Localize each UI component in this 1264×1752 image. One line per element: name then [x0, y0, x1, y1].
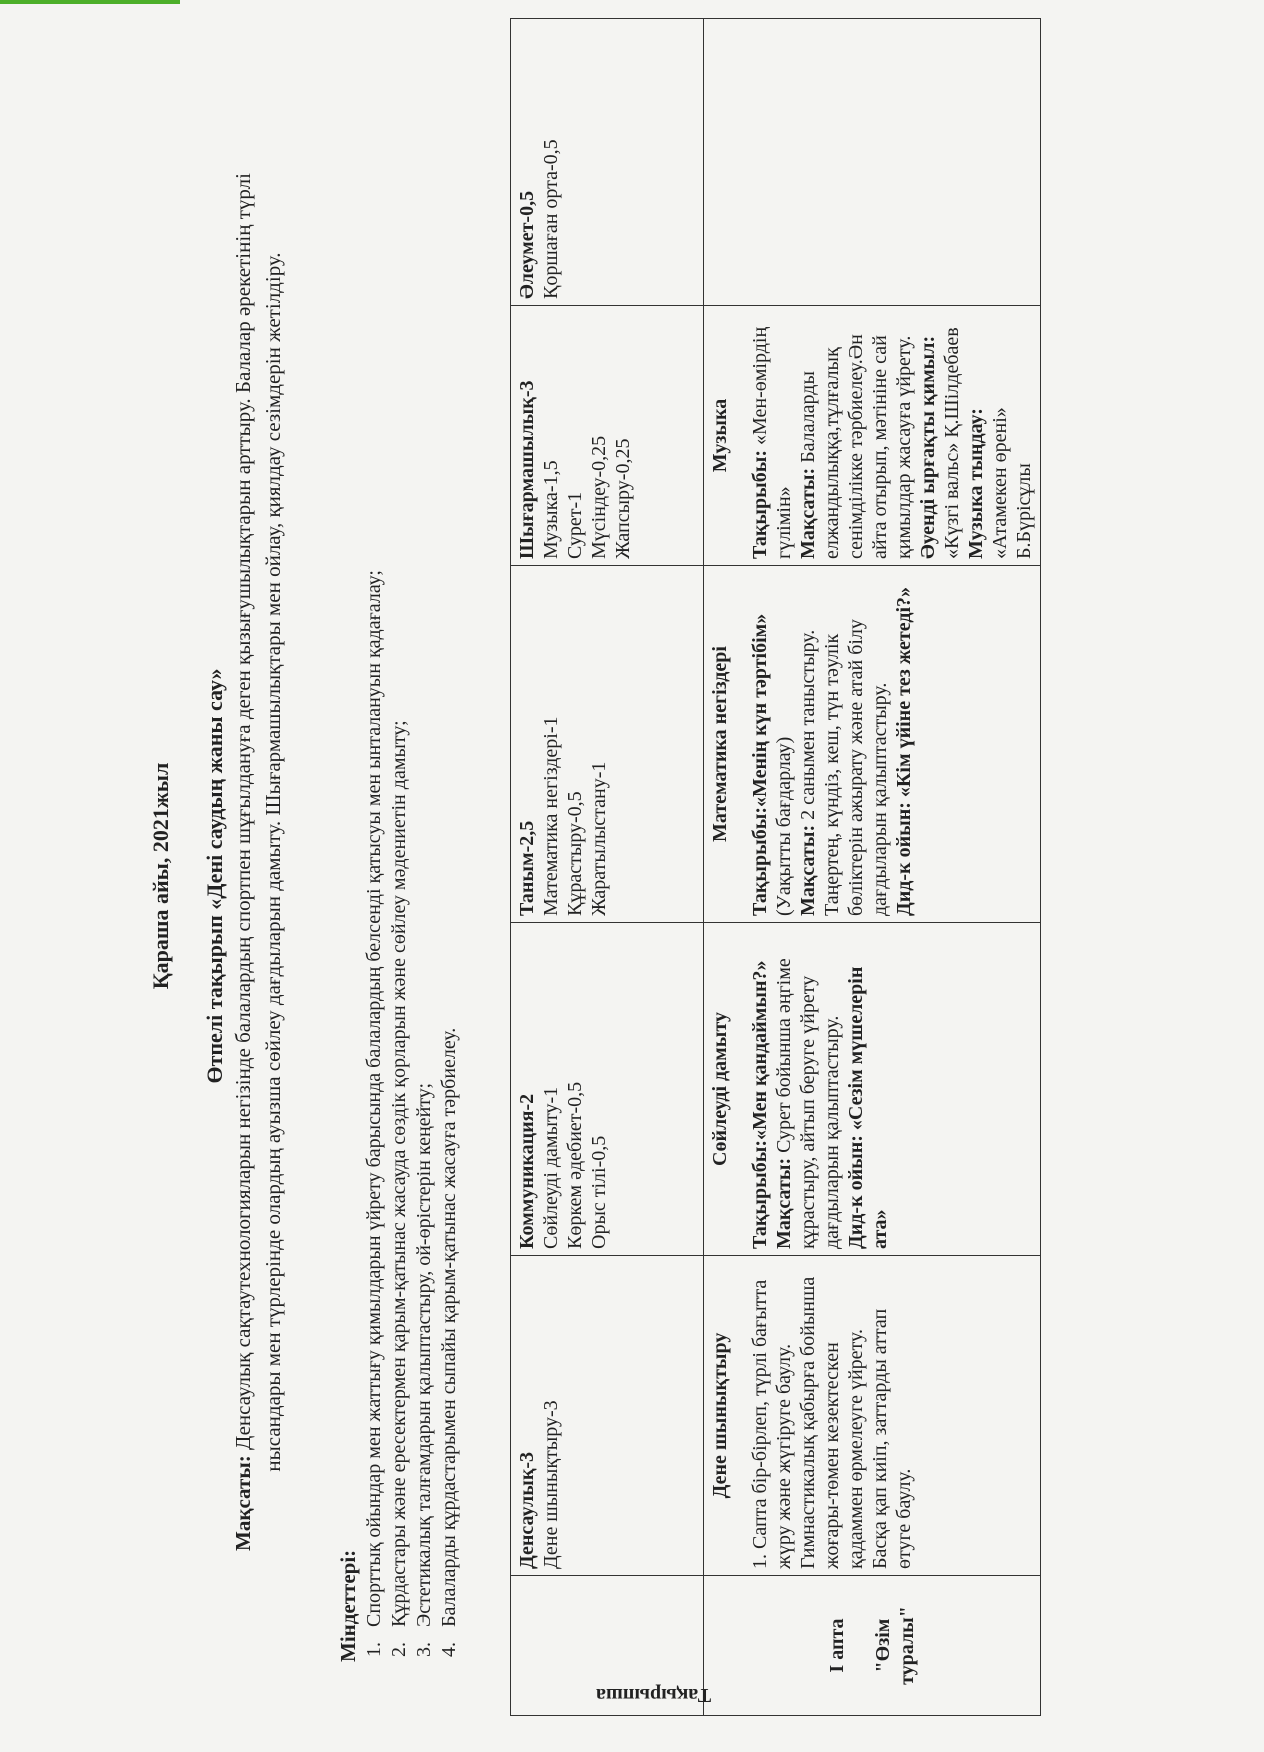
area-line: Математика негіздері-1	[540, 716, 562, 916]
area-line: Дене шынықтыру-3	[540, 1400, 562, 1569]
lesson-game: Дид-к ойын: «Кім үйіне тез жетеді?»	[893, 586, 915, 916]
lesson-goal: Мақсаты: 2 санымен таныстыру. Таңертең, күндіз, кеш, түн тәулік бөліктерін ажырату және атай білу дағдыларын қалыптастыру.	[797, 619, 891, 916]
area-line: Мүсіндеу-0,25	[588, 435, 610, 559]
area-cell	[511, 566, 704, 923]
task-item: 2.Құрдастары және ересектермен қарым-қатынас жасауда сөздік қорларын және сөйлеу мәдениетін дамыту;	[388, 720, 410, 1657]
lesson-topic: Тақырыбы:«Менің күн тәртібім» (Уақытты бағдарлау)	[749, 613, 795, 916]
lesson-cell-music	[704, 306, 1041, 566]
lesson-game: Дид-к ойын: «Сезім мүшелерін ата»	[845, 966, 891, 1249]
task-item: 3.Эстетикалық талғамдарын қалыптастыру, ой-өрістерін кеңейту;	[413, 1082, 435, 1657]
area-title: Шығармашылық-3	[516, 380, 538, 559]
area-line: Қоршаған орта-0,5	[540, 139, 562, 299]
tasks-list	[362, 570, 462, 1657]
week-theme: "Өзім туралы"	[872, 1606, 918, 1685]
lesson-subject: Математика негіздері	[709, 646, 731, 842]
tasks-heading: Міндеттері:	[336, 1549, 360, 1662]
lesson-subject: Дене шынықтыру	[709, 1332, 731, 1499]
area-title: Денсаулық-3	[516, 1451, 538, 1569]
area-cell	[511, 19, 704, 306]
area-line: Жапсыру-0,25	[612, 438, 634, 559]
area-line: Сөйлеуді дамыту-1	[540, 1086, 562, 1249]
area-cell	[511, 923, 704, 1256]
area-title: Таным-2,5	[516, 820, 538, 916]
lesson-line: 1. Сапта бір-бірлеп, түрлі бағытта жүру және жүгіруге баулу.	[749, 1279, 795, 1569]
goal-text: Денсаулық сақтаутехнологияларын негізінде балалардың спортпен шұғылдануға деген қызығушылықтарын арттыру. Балалар әрекетінің түрлі нысандары мен түрлерінде олардың ауызша сөйлеу дағдыларын дамыту. Шығармашылықтары мен ойлау, қиялдау сезімдерін жетілдіру.	[231, 173, 285, 1472]
area-cell	[511, 1256, 704, 1576]
side-header: Тақырыпша	[596, 1684, 712, 1706]
lesson-subject: Музыка	[709, 398, 731, 473]
lesson-move: Әуенді ырғақты қимыл: «Күзгі вальс» Қ.Шілдебаев	[917, 327, 963, 559]
theme-title: Өтпелі тақырып «Дені саудың жаны сау»	[202, 668, 227, 1084]
side-header-cell	[511, 1576, 712, 1716]
lesson-topic: Тақырыбы: «Мен-өмірдің гүлімін»	[749, 326, 795, 559]
area-title: Әлеумет-0,5	[516, 190, 538, 299]
week-cell	[704, 1576, 1041, 1716]
area-line: Сурет-1	[564, 491, 586, 559]
lesson-cell-math	[704, 566, 1041, 923]
lesson-line: Гимнастикалық қабырға бойынша жоғары-төмен кезектескен қадаммен өрмелеуге үйрету.	[797, 1276, 867, 1569]
goal-paragraph	[228, 162, 288, 1562]
lesson-listen: Музыка тыңдау: «Атамекен өрені» Б.Бүрісұлы	[965, 407, 1035, 559]
lesson-cell-phys	[704, 1256, 1041, 1576]
area-title: Коммуникация-2	[516, 1093, 538, 1249]
lesson-goal: Мақсаты: Сурет бойынша әңгіме құрастыру, айтып беруге үйрету дағдыларын қалыптастыру.	[773, 958, 843, 1249]
week-label: І апта	[826, 1618, 848, 1673]
lesson-line: Басқа қап киіп, заттарды аттап өтуге баулу.	[869, 1308, 915, 1569]
lesson-cell-social	[704, 19, 1041, 306]
area-line: Орыс тілі-0,5	[588, 1135, 610, 1249]
task-item: 4.Балаларды құрдастарымен сыпайы қарым-қатынас жасауға тәрбиелеу.	[438, 1027, 460, 1657]
area-cell	[511, 306, 704, 566]
plan-table	[510, 18, 1041, 1716]
areas-row	[511, 19, 704, 1716]
lesson-subject: Сөйлеуді дамыту	[709, 1012, 731, 1166]
area-line: Көркем әдебиет-0,5	[564, 1081, 586, 1249]
task-item: 1.Спорттық ойындар мен жаттығу қимылдарын үйрету барысында балалардың белсенді қатысуы мен ынталануын қадағалау;	[363, 570, 385, 1657]
lesson-cell-speech	[704, 923, 1041, 1256]
week-row	[704, 19, 1041, 1716]
goal-label: Мақсаты:	[231, 1455, 255, 1551]
scan-edge-mark	[0, 0, 180, 4]
area-line: Құрастыру-0,5	[564, 791, 586, 916]
month-title: Қараша айы, 2021жыл	[148, 762, 173, 990]
area-line: Музыка-1,5	[540, 460, 562, 559]
lesson-topic: Тақырыбы:«Мен қандаймын?»	[749, 960, 771, 1249]
lesson-goal: Мақсаты: Балаларды елжандылыққа,тұлғалық сенімділікке тәрбиелеу.Ән айта отырып, мәтініне сай қимылдар жасауға үйрету.	[797, 334, 915, 559]
area-line: Жаратылыстану-1	[588, 761, 610, 916]
